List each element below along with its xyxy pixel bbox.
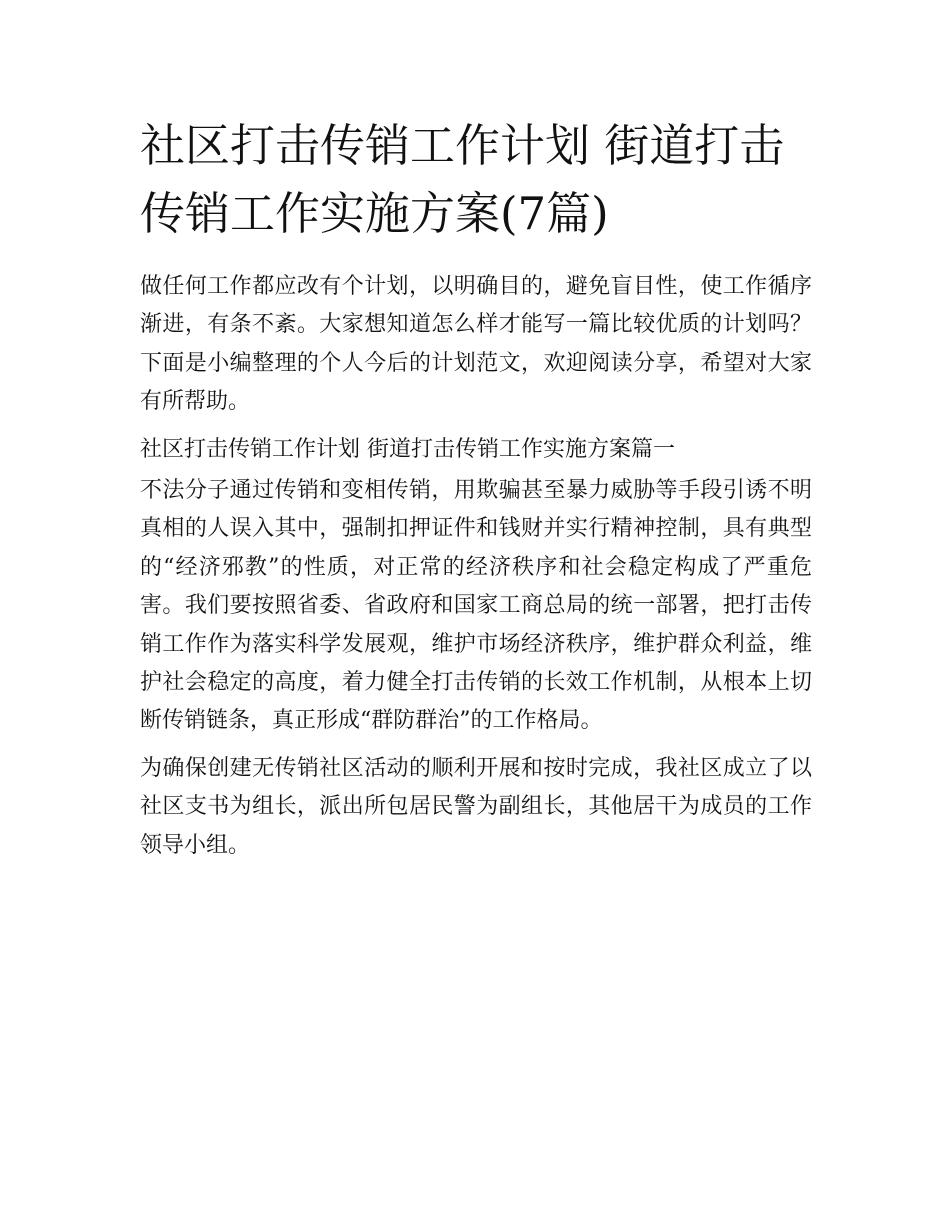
body-paragraph: 为确保创建无传销社区活动的顺利开展和按时完成，我社区成立了以社区支书为组长，派出所包居民警为副组长，其他居干为成员的工作领导小组。 (140, 755, 812, 858)
document-page (140, 112, 812, 874)
intro-paragraph: 做任何工作都应改有个计划，以明确目的，避免盲目性，使工作循序渐进，有条不紊。大家想知道怎么样才能写一篇比较优质的计划吗？下面是小编整理的个人今后的计划范文，欢迎阅读分享，希望对大家有所帮助。 (140, 274, 812, 415)
body-paragraph: 不法分子通过传销和变相传销，用欺骗甚至暴力威胁等手段引诱不明真相的人误入其中，强制扣押证件和钱财并实行精神控制，具有典型的“经济邪教”的性质，对正常的经济秩序和社会稳定构成了严重危害。我们要按照省委、省政府和国家工商总局的统一部署，把打击传销工作作为落实科学发展观，维护市场经济秩序，维护群众利益，维护社会稳定的高度，着力健全打击传销的长效工作机制，从根本上切断传销链条，真正形成“群防群治”的工作格局。 (140, 478, 812, 734)
document-title: 社区打击传销工作计划 街道打击传销工作实施方案(7篇) (140, 119, 785, 240)
section-heading: 社区打击传销工作计划 街道打击传销工作实施方案篇一 (140, 436, 675, 462)
